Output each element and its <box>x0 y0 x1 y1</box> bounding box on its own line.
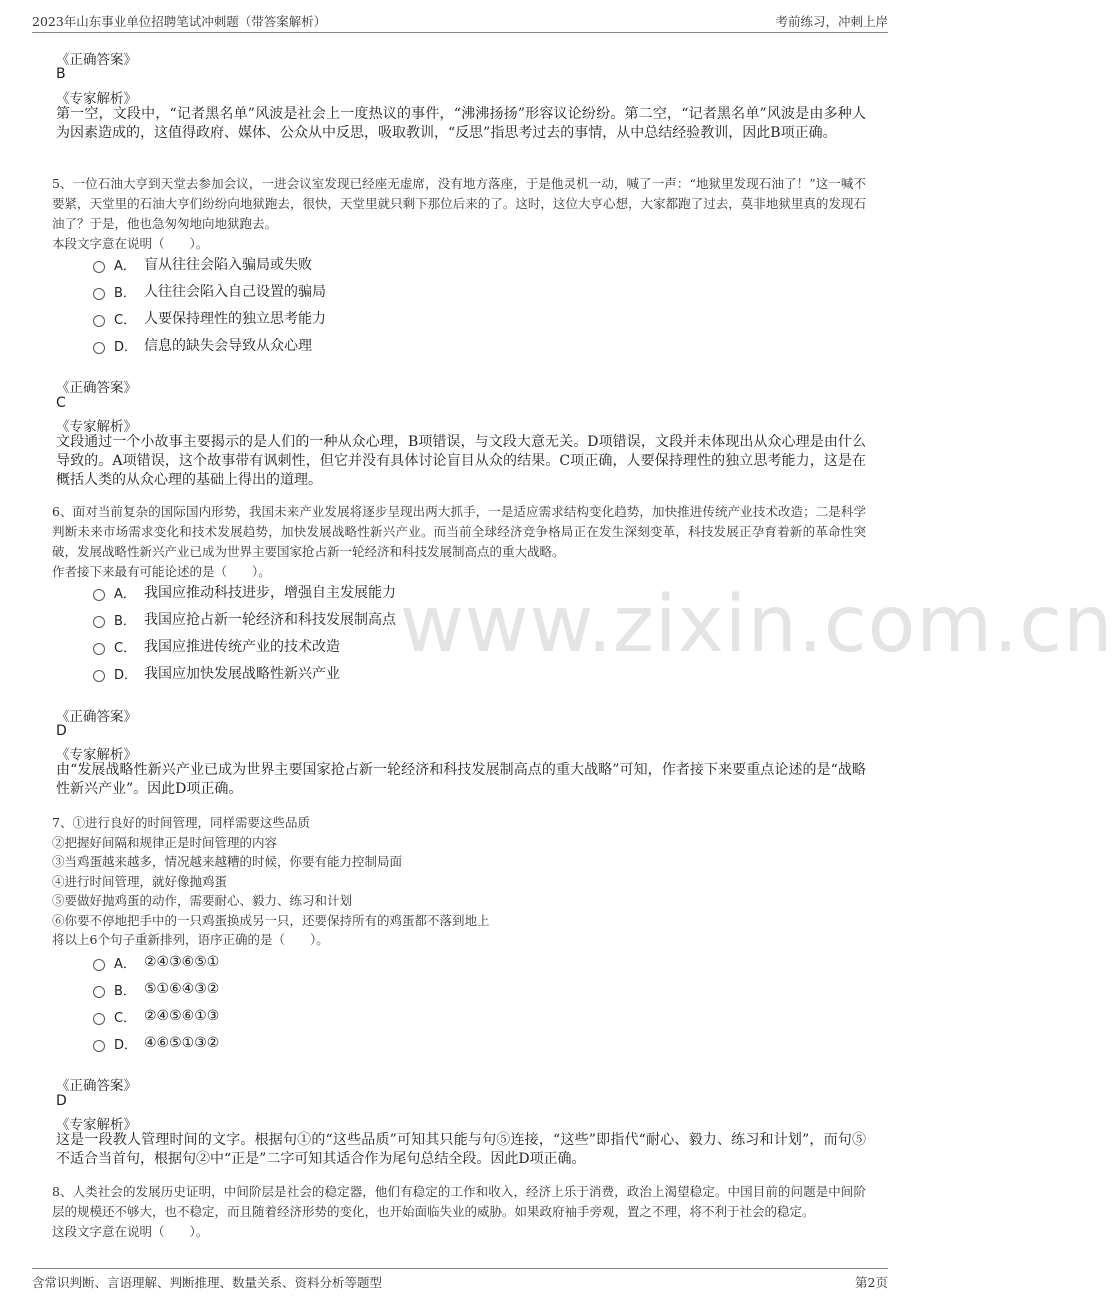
analysis-text: 这是一段教人管理时间的文字。根据句①的“这些品质”可知其只能与句⑤连接，“这些”即指代“耐心、毅力、练习和计划”，而句⑤不适合当首句，根据句②中“正是”二字可知其适合作为尾句总结全段。因此D项正确。 <box>56 1132 866 1167</box>
radio-icon[interactable] <box>93 670 105 682</box>
question-5-option-b[interactable]: B． 人往往会陷入自己设置的骗局 <box>93 280 326 302</box>
document-title: 2023年山东事业单位招聘笔试冲刺题（带答案解析） <box>32 14 327 29</box>
answer-label: 《正确答案》 <box>56 380 137 396</box>
answer-value: C <box>56 395 66 411</box>
question-8-prompt: 这段文字意在说明（ ）。 <box>52 1224 209 1239</box>
analysis-label: 《专家解析》 <box>56 747 137 763</box>
question-7-option-c[interactable]: C． ②④⑤⑥①③ <box>93 1005 219 1027</box>
answer-value: D <box>56 723 67 739</box>
radio-icon[interactable] <box>93 959 105 971</box>
answer-label: 《正确答案》 <box>56 709 137 725</box>
answer-value: D <box>56 1093 67 1109</box>
question-5-stem <box>52 174 866 254</box>
footer-topics: 含常识判断、言语理解、判断推理、数量关系、资料分析等题型 <box>32 1275 383 1290</box>
question-6-option-c[interactable]: C． 我国应推进传统产业的技术改造 <box>93 635 340 657</box>
analysis-label: 《专家解析》 <box>56 1117 137 1133</box>
analysis-label: 《专家解析》 <box>56 419 137 435</box>
radio-icon[interactable] <box>93 288 105 300</box>
question-6-prompt: 作者接下来最有可能论述的是（ ）。 <box>52 564 271 579</box>
question-7-option-b[interactable]: B． ⑤①⑥④③② <box>93 978 219 1000</box>
question-5-prompt: 本段文字意在说明（ ）。 <box>52 236 209 251</box>
analysis-text: 第一空，文段中，“记者黑名单”风波是社会上一度热议的事件，“沸沸扬扬”形容议论纷纷。第二空，“记者黑名单”风波是由多种人为因素造成的，这值得政府、媒体、公众从中反思，吸取教训，“反思”指思考过去的事情，从中总结经验教训，因此B项正确。 <box>56 106 866 141</box>
question-6-text: 6、面对当前复杂的国际国内形势，我国未来产业发展将逐步呈现出两大抓手，一是适应需求结构变化趋势，加快推进传统产业技术改造；二是科学判断未来市场需求变化和技术发展趋势，加快发展战略性新兴产业。而当前全球经济竞争格局正在发生深刻变革，科技发展正孕育着新的革命性突破，发展战略性新兴产业已成为世界主要国家抢占新一轮经济和科技发展制高点的重大战略。 <box>52 504 866 559</box>
radio-icon[interactable] <box>93 589 105 601</box>
question-7-sentence: ③当鸡蛋越来越多，情况越来越糟的时候，你要有能力控制局面 <box>52 854 403 869</box>
question-7-sentence: ②把握好间隔和规律正是时间管理的内容 <box>52 834 278 850</box>
watermark: www.zixin.com.cn <box>400 580 1113 670</box>
page-footer <box>32 1268 888 1293</box>
question-5-text: 5、一位石油大亨到天堂去参加会议，一进会议室发现已经座无虚席，没有地方落座，于是他灵机一动，喊了一声：“地狱里发现石油了！”这一喊不要紧，天堂里的石油大亨们纷纷向地狱跑去，很快，天堂里就只剩下那位后来的了。这时，这位大亨心想，大家都跑了过去，莫非地狱里真的发现石油了？于是，他也急匆匆地向地狱跑去。 <box>52 176 866 231</box>
radio-icon[interactable] <box>93 342 105 354</box>
question-8-text: 8、人类社会的发展历史证明，中间阶层是社会的稳定器，他们有稳定的工作和收入，经济上乐于消费，政治上渴望稳定。中国目前的问题是中间阶层的规模还不够大，也不稳定，而且随着经济形势的变化，也开始面临失业的威胁。如果政府袖手旁观，置之不理，将不利于社会的稳定。 <box>52 1184 866 1219</box>
question-7-sentence: ⑥你要不停地把手中的一只鸡蛋换成另一只，还要保持所有的鸡蛋都不落到地上 <box>52 912 490 928</box>
analysis-text: 由“发展战略性新兴产业已成为世界主要国家抢占新一轮经济和科技发展制高点的重大战略”可知，作者接下来要重点论述的是“战略性新兴产业”。因此D项正确。 <box>56 762 866 797</box>
radio-icon[interactable] <box>93 1013 105 1025</box>
question-5-option-c[interactable]: C． 人要保持理性的独立思考能力 <box>93 307 326 329</box>
radio-icon[interactable] <box>93 1040 105 1052</box>
page-header <box>32 10 888 33</box>
question-7-option-a[interactable]: A． ②④③⑥⑤① <box>93 951 219 973</box>
radio-icon[interactable] <box>93 986 105 998</box>
question-6-option-b[interactable]: B． 我国应抢占新一轮经济和科技发展制高点 <box>93 608 396 630</box>
page-number: 第2页 <box>855 1275 888 1290</box>
question-5-option-d[interactable]: D． 信息的缺失会导致从众心理 <box>93 334 312 356</box>
question-6-stem <box>52 502 866 582</box>
radio-icon[interactable] <box>93 261 105 273</box>
answer-value: B <box>56 66 66 82</box>
radio-icon[interactable] <box>93 616 105 628</box>
question-7-sentence: ⑤要做好抛鸡蛋的动作，需要耐心、毅力、练习和计划 <box>52 893 353 908</box>
question-6-option-a[interactable]: A． 我国应推动科技进步，增强自主发展能力 <box>93 581 396 603</box>
question-7-stem <box>52 813 866 950</box>
question-8-stem <box>52 1182 866 1242</box>
question-7-text: 7、①进行良好的时间管理，同样需要这些品质 <box>52 815 310 830</box>
radio-icon[interactable] <box>93 315 105 327</box>
question-7-sentence: ④进行时间管理，就好像抛鸡蛋 <box>52 873 228 889</box>
question-7-option-d[interactable]: D． ④⑥⑤①③② <box>93 1032 219 1054</box>
header-slogan: 考前练习，冲刺上岸 <box>775 14 888 29</box>
question-7-prompt: 将以上6个句子重新排列，语序正确的是（ ）。 <box>52 932 329 947</box>
answer-label: 《正确答案》 <box>56 1078 137 1094</box>
question-5-option-a[interactable]: A． 盲从往往会陷入骗局或失败 <box>93 253 312 275</box>
radio-icon[interactable] <box>93 643 105 655</box>
question-6-option-d[interactable]: D． 我国应加快发展战略性新兴产业 <box>93 662 340 684</box>
answer-label: 《正确答案》 <box>56 52 137 68</box>
analysis-label: 《专家解析》 <box>56 91 137 107</box>
analysis-text: 文段通过一个小故事主要揭示的是人们的一种从众心理，B项错误，与文段大意无关。D项错误，文段并未体现出从众心理是由什么导致的。A项错误，这个故事带有讽刺性，但它并没有具体讨论盲目从众的结果。C项正确，人要保持理性的独立思考能力，这是在概括人类的从众心理的基础上得出的道理。 <box>56 434 866 488</box>
